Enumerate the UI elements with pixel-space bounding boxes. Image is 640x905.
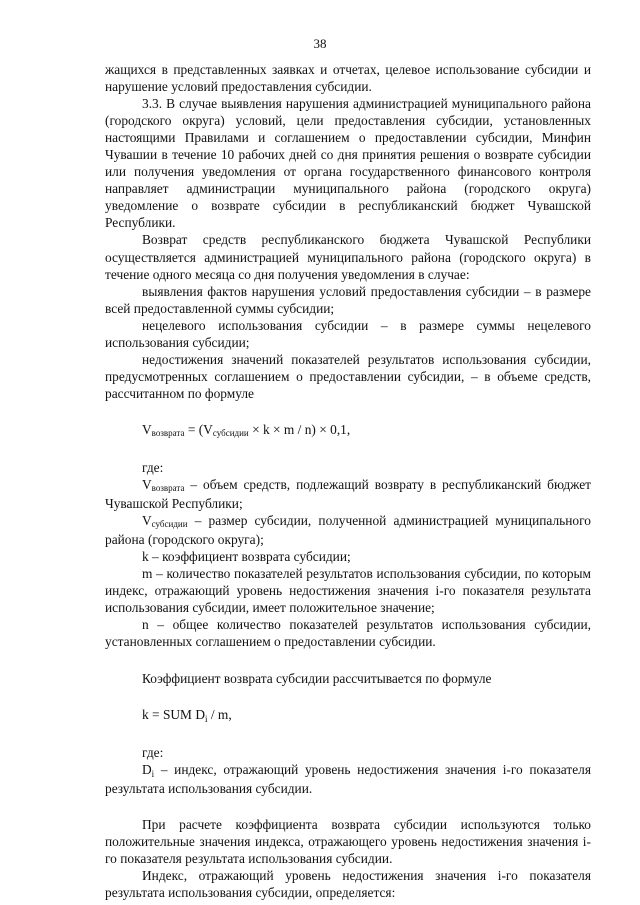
definition-v-subsidy: Vсубсидии – размер субсидии, полученной администрацией муниципального района (городского округа); — [105, 513, 591, 548]
paragraph-refund: Возврат средств республиканского бюджета Чувашской Республики осуществляется администрацией муниципального района (городского округа) в течение одного месяца со дня получения уведомления в случае: — [105, 232, 591, 282]
formula-coefficient: k = SUM $D_i$ / m, — [142, 706, 232, 724]
paragraph-case-misuse: нецелевого использования субсидии – в размере суммы нецелевого использования субсидии; — [105, 317, 591, 350]
definition-v-return: Vвозврата – объем средств, подлежащий возврату в республиканский бюджет Чувашской Республики; — [105, 477, 591, 512]
page-content — [105, 61, 591, 901]
paragraph-continuation: жащихся в представленных заявках и отчетах, целевое использование субсидии и нарушение условий предоставления субсидии. — [105, 62, 591, 95]
paragraph-3-3: 3.3. В случае выявления нарушения администрацией муниципального района (городского округа) условий, цели предоставления субсидии, установленных настоящими Правилами и соглашением о предоставлении субсидии, Минфин Чувашии в течение 10 рабочих дней со дня принятия решения о возврате субсидии или получения уведомления от органа государственного финансового контроля направляет администрации муниципального района (городского округа) уведомление о возврате субсидии в республиканский бюджет Чувашской Республики. — [105, 96, 591, 231]
paragraph-coefficient: Коэффициент возврата субсидии рассчитывается по формуле — [142, 670, 492, 686]
paragraph-case-underachievement: недостижения значений показателей результатов использования субсидии, предусмотренных соглашением о предоставлении субсидии, – в объеме средств, рассчитанном по формуле — [105, 351, 591, 401]
where-label: где: — [142, 459, 164, 475]
definition-k: k – коэффициент возврата субсидии; — [142, 549, 351, 565]
definition-d-i: $D_i$ – индекс, отражающий уровень недостижения значения i-го показателя результата использования субсидии. — [105, 761, 591, 796]
definition-m: m – количество показателей результатов использования субсидии, по которым индекс, отражающий уровень недостижения значения i-го показателя результата использования субсидии, имеет положительное значение; — [105, 566, 591, 616]
page-number: 38 — [313, 36, 327, 51]
where-label-2: где: — [142, 744, 164, 760]
paragraph-index-definition: Индекс, отражающий уровень недостижения значения i-го показателя результата использования субсидии, определяется: — [105, 867, 591, 900]
formula-return-volume: Vвозврата = (Vсубсидии × k × m / n) × 0,1, — [142, 421, 351, 438]
definition-n: n – общее количество показателей результатов использования субсидии, установленных соглашением о предоставлении субсидии. — [105, 617, 591, 650]
paragraph-positive-values: При расчете коэффициента возврата субсидии используются только положительные значения индекса, отражающего уровень недостижения значения i-го показателя результата использования субсидии. — [105, 816, 591, 866]
paragraph-case-violation: выявления фактов нарушения условий предоставления субсидии – в размере всей предоставленной суммы субсидии; — [105, 283, 591, 316]
